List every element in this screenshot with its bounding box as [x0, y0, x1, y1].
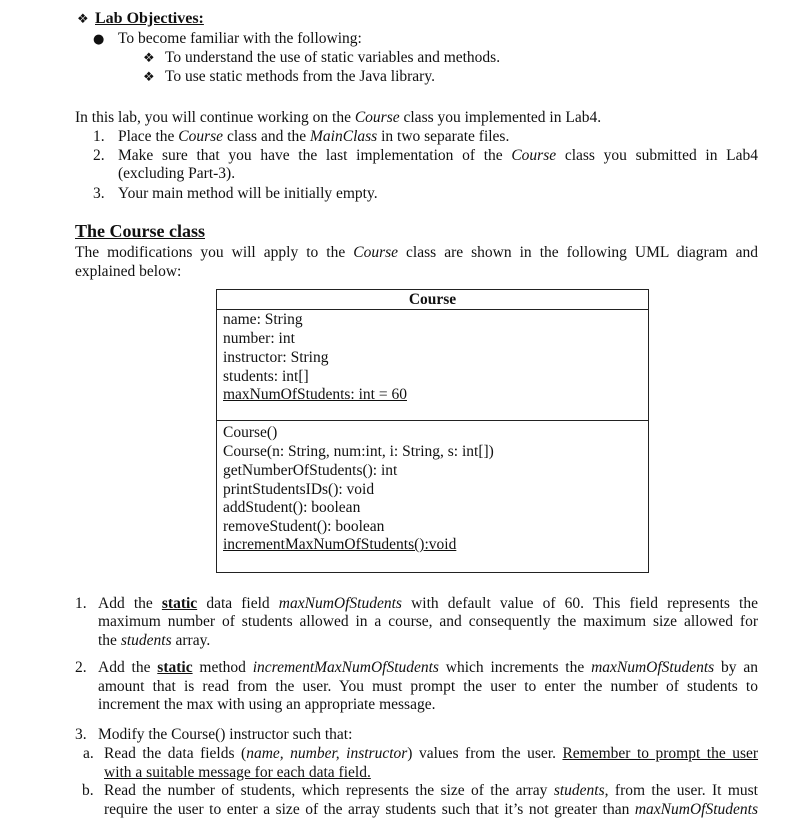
- uml-method: Course(): [223, 424, 278, 441]
- diamond-bullet-icon: ❖: [77, 12, 89, 27]
- objective-item: To understand the use of static variables and methods.: [165, 49, 501, 66]
- section-intro-cont: explained below:: [75, 263, 182, 280]
- uml-field: students: int[]: [223, 368, 309, 385]
- uml-divider: [217, 309, 648, 310]
- uml-field: number: int: [223, 330, 295, 347]
- uml-method: Course(n: String, num:int, i: String, s: int[]): [223, 443, 494, 460]
- explain-3a-line-2: with a suitable message for each data field.: [104, 764, 371, 781]
- uml-method: getNumberOfStudents(): int: [223, 462, 398, 479]
- objectives-intro: To become familiar with the following:: [118, 30, 362, 47]
- uml-static-method: incrementMaxNumOfStudents():void: [223, 536, 457, 553]
- uml-field: name: String: [223, 311, 303, 328]
- explain-1-line-3: the students array.: [98, 632, 211, 649]
- explain-2-line-3: increment the max with using an appropriate message.: [98, 696, 436, 713]
- step-number: 2.: [93, 147, 105, 164]
- sub-item-label: b.: [82, 782, 94, 799]
- explain-3b-line-2: require the user to enter a size of the array students such that it’s not greater than maxNumOfStudents: [104, 801, 758, 818]
- step-number: 3.: [93, 185, 105, 202]
- step-3-text: Your main method will be initially empty.: [118, 185, 378, 202]
- explain-1-line-1: Add the static data field maxNumOfStudents with default value of 60. This field represents the: [98, 595, 758, 612]
- step-2-text-cont: (excluding Part-3).: [118, 165, 236, 182]
- diamond-bullet-icon: ❖: [143, 51, 155, 66]
- objectives-heading: Lab Objectives:: [95, 10, 204, 27]
- uml-class-name: Course: [408, 291, 457, 308]
- sub-item-label: a.: [83, 745, 94, 762]
- section-title: The Course class: [75, 221, 205, 241]
- uml-static-field: maxNumOfStudents: int = 60: [223, 386, 407, 403]
- explain-2-line-1: Add the static method incrementMaxNumOfStudents which increments the maxNumOfStudents by an: [98, 659, 758, 676]
- explain-1-line-2: maximum number of students allowed in a course, and consequently the maximum size allowed for: [98, 613, 758, 630]
- section-intro: The modifications you will apply to the Course class are shown in the following UML diagram and: [75, 244, 758, 261]
- item-number: 1.: [75, 595, 87, 612]
- uml-method: removeStudent(): boolean: [223, 518, 385, 535]
- item-number: 2.: [75, 659, 87, 676]
- explain-3b-line-1: Read the number of students, which represents the size of the array students, from the user. It must: [104, 782, 758, 799]
- uml-method: addStudent(): boolean: [223, 499, 361, 516]
- step-2-text: Make sure that you have the last implementation of the Course class you submitted in Lab4: [118, 147, 758, 164]
- uml-divider: [217, 420, 648, 421]
- intro-paragraph: In this lab, you will continue working on the Course class you implemented in Lab4.: [75, 109, 602, 126]
- diamond-bullet-icon: ❖: [143, 70, 155, 85]
- item-number: 3.: [75, 726, 87, 743]
- step-1-text: Place the Course class and the MainClass in two separate files.: [118, 128, 510, 145]
- uml-method: printStudentsIDs(): void: [223, 481, 375, 498]
- explain-3-text: Modify the Course() instructor such that:: [98, 726, 353, 743]
- explain-2-line-2: amount that is read from the user. You must prompt the user to enter the number of students to: [98, 678, 758, 695]
- uml-field: instructor: String: [223, 349, 329, 366]
- objective-item: To use static methods from the Java library.: [165, 68, 435, 85]
- uml-class-diagram: [216, 289, 649, 573]
- explain-3a-line-1: Read the data fields (name, number, instructor) values from the user. Remember to prompt the user: [104, 745, 759, 762]
- round-bullet-icon: ●: [93, 32, 105, 47]
- step-number: 1.: [93, 128, 105, 145]
